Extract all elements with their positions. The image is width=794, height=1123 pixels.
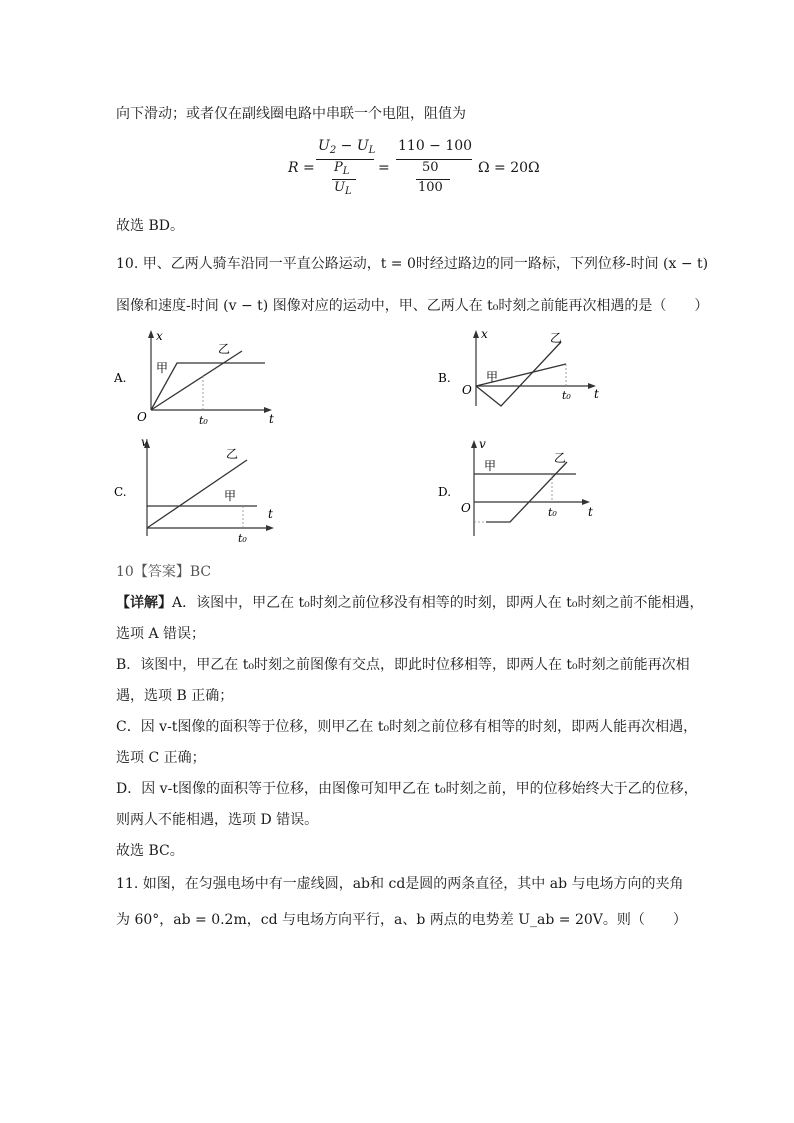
graph-c-jia: 甲 [224,489,237,503]
eq-den2-top: 50 [422,160,439,175]
eq-num2: 110 − 100 [398,138,473,154]
choose-bd: 故选 BD。 [116,218,184,234]
detail-d2: 则两人不能相遇，选项 D 错误。 [116,812,319,828]
detail-d1: D．因 v-t图像的面积等于位移，由图像可知甲乙在 t₀时刻之前，甲的位移始终大于乙的位移， [116,781,698,797]
graph-b-label: B. [438,371,451,385]
choose-bc: 故选 BC。 [116,843,184,859]
graph-d [434,436,604,546]
answer-line: 10【答案】BC [116,564,212,580]
graph-a-yi-line [151,351,242,410]
graph-b-origin: O [462,383,472,397]
eq-equals: = [378,160,390,176]
q11-line1: 11. 如图，在匀强电场中有一虚线圆，ab和 cd是圆的两条直径，其中 ab 与电场方向的夹角 [116,876,684,892]
graph-c-yi: 乙 [226,447,239,461]
detail-c2: 选项 C 正确； [116,750,206,766]
graph-b-xaxis: t [594,387,599,401]
resistance-equation [288,138,548,202]
eq-den-bot: $U_L$ [334,180,352,197]
eq-num1: $U_2 - U_L$ [318,138,376,156]
graph-a-jia: 甲 [156,361,169,375]
detail-a2: 选项 A 错误； [116,626,206,642]
graph-a-t0: t₀ [199,414,208,426]
graph-d-origin: O [461,501,471,515]
detail-b1: B．该图中，甲乙在 t₀时刻之前图像有交点，即此时位移相等，即两人在 t₀时刻之前能再次相 [116,657,690,673]
graph-a [110,326,280,426]
graph-c [110,436,280,546]
graph-a-jia-line [151,363,265,410]
graph-a-origin: O [137,410,147,424]
eq-den2-bot: 100 [418,180,443,195]
graph-c-t0: t₀ [238,532,247,545]
graph-d-label: D. [438,485,452,499]
graph-d-t0: t₀ [548,506,557,519]
graph-c-yaxis: v [141,436,148,449]
graph-a-xaxis: t [269,412,274,426]
detail-c1: C．因 v-t图像的面积等于位移，则甲乙在 t₀时刻之前位移有相等的时刻，即两人能再次相遇， [116,719,698,735]
graph-a-yaxis: x [156,329,163,343]
q10-line1: 10. 甲、乙两人骑车沿同一平直公路运动，t = 0时经过路边的同一路标，下列位移-时间 (x − t) [116,256,709,272]
graph-d-yi: 乙 [554,451,567,465]
eq-tail: Ω = 20Ω [478,160,540,176]
graph-d-xaxis: t [588,505,593,519]
graph-b [434,326,604,410]
q11-line2: 为 60°，ab = 0.2m，cd 与电场方向平行，a、b 两点的电势差 U_ab = 20V。则（ ） [116,912,687,928]
graph-a-yi: 乙 [218,342,231,356]
eq-lhs: R = [288,160,315,176]
graph-c-xaxis: t [268,507,273,521]
graph-b-yaxis: x [481,327,488,341]
graph-b-t0: t₀ [562,389,571,402]
graph-d-yaxis: v [479,437,486,451]
graph-b-yi: 乙 [550,331,563,345]
detail-b2: 遇，选项 B 正确； [116,688,234,704]
eq-den-top: $P_L$ [334,160,350,177]
intro-line: 向下滑动；或者仅在副线圈电路中串联一个电阻，阻值为 [116,106,466,122]
graph-b-jia: 甲 [486,370,499,384]
graph-a-label: A. [114,371,127,385]
graph-c-label: C. [114,485,127,499]
q10-line2: 图像和速度-时间 (v − t) 图像对应的运动中，甲、乙两人在 t₀时刻之前能再次相遇的是（ ） [116,298,709,314]
detail-a1: 【详解】A．该图中，甲乙在 t₀时刻之前位移没有相等的时刻，即两人在 t₀时刻之前不能相遇， [116,595,704,611]
graph-d-jia: 甲 [484,459,497,473]
